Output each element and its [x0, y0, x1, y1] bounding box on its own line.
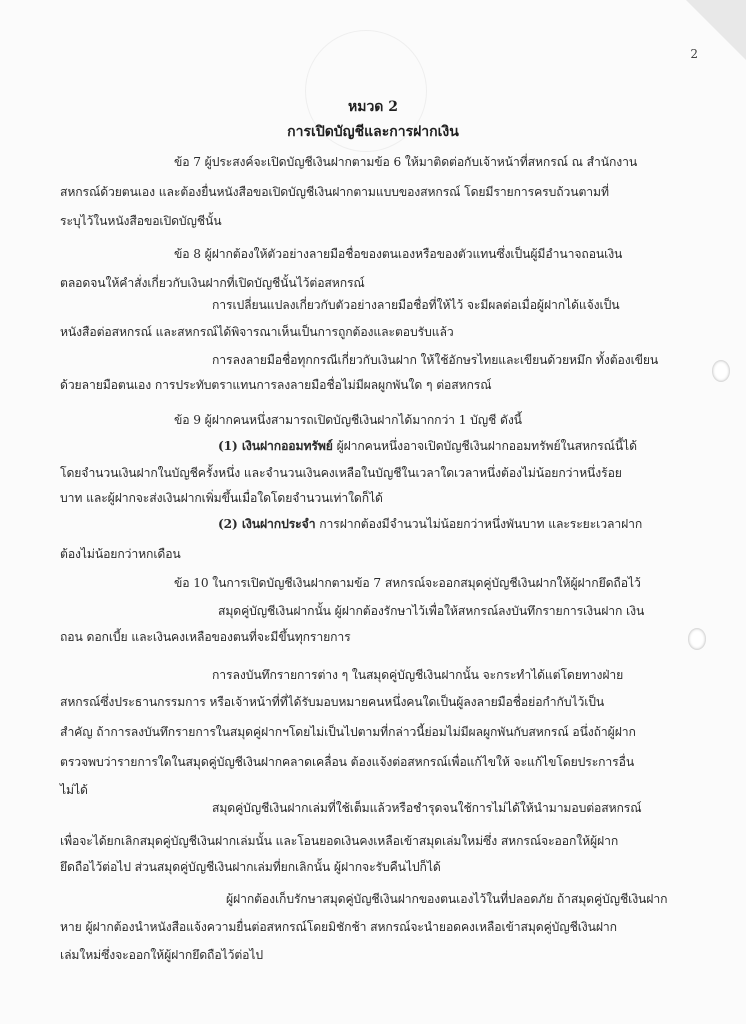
text-line: ผู้ฝากต้องเก็บรักษาสมุดคู่บัญชีเงินฝากของตนเองไว้ในที่ปลอดภัย ถ้าสมุดคู่บัญชีเงินฝาก	[226, 892, 668, 906]
text-line: การลงลายมือชื่อทุกกรณีเกี่ยวกับเงินฝาก ให้ใช้อักษรไทยและเขียนด้วยหมึก ทั้งต้องเขียน	[212, 353, 659, 367]
text-line: ด้วยลายมือตนเอง การประทับตราแทนการลงลายมือชื่อไม่มีผลผูกพันใด ๆ ต่อสหกรณ์	[60, 378, 492, 392]
fixed-deposit-label: (2) เงินฝากประจำ	[218, 517, 316, 531]
text-line: เล่มใหม่ซึ่งจะออกให้ผู้ฝากยึดถือไว้ต่อไป	[60, 948, 264, 962]
text-line: บาท และผู้ฝากจะส่งเงินฝากเพิ่มขึ้นเมื่อใดโดยจำนวนเท่าใดก็ได้	[60, 491, 383, 505]
text-line-with-label	[218, 437, 637, 456]
chapter-title: การเปิดบัญชีและการฝากเงิน	[287, 124, 459, 140]
text-line: สหกรณ์ซึ่งประธานกรรมการ หรือเจ้าหน้าที่ที่ได้รับมอบหมายคนหนึ่งคนใดเป็นผู้ลงลายมือชื่อย่อกำกับไว้เป็น	[60, 695, 605, 709]
text-line: ข้อ 8 ผู้ฝากต้องให้ตัวอย่างลายมือชื่อของตนเองหรือของตัวแทนซึ่งเป็นผู้มีอำนาจถอนเงิน	[174, 247, 623, 261]
text-line: ระบุไว้ในหนังสือขอเปิดบัญชีนั้น	[60, 214, 222, 228]
text-line-with-label	[218, 515, 642, 534]
text-line: เพื่อจะได้ยกเลิกสมุดคู่บัญชีเงินฝากเล่มนั้น และโอนยอดเงินคงเหลือเข้าสมุดเล่มใหม่ซึ่ง สหกรณ์จะออกให้ผู้ฝาก	[60, 834, 619, 848]
text-line: สหกรณ์ด้วยตนเอง และต้องยื่นหนังสือขอเปิดบัญชีเงินฝากตามแบบของสหกรณ์ โดยมีรายการครบถ้วนตามที่	[60, 185, 609, 199]
savings-label: (1) เงินฝากออมทรัพย์	[218, 439, 333, 453]
text-line: ไม่ได้	[60, 783, 88, 797]
text-line: หนังสือต่อสหกรณ์ และสหกรณ์ได้พิจารณาเห็นเป็นการถูกต้องและตอบรับแล้ว	[60, 325, 454, 339]
text-line: ข้อ 9 ผู้ฝากคนหนึ่งสามารถเปิดบัญชีเงินฝากได้มากกว่า 1 บัญชี ดังนี้	[174, 413, 522, 427]
text-line: สมุดคู่บัญชีเงินฝากเล่มที่ใช้เต็มแล้วหรือชำรุดจนใช้การไม่ได้ให้นำมามอบต่อสหกรณ์	[212, 801, 642, 815]
chapter-heading: หมวด 2	[347, 99, 399, 115]
text-line: หาย ผู้ฝากต้องนำหนังสือแจ้งความยื่นต่อสหกรณ์โดยมิชักช้า สหกรณ์จะนำยอดคงเหลือเข้าสมุดคู่บัญชีเงินฝาก	[60, 920, 617, 934]
page-number: 2	[690, 47, 698, 61]
text-line: การลงบันทึกรายการต่าง ๆ ในสมุดคู่บัญชีเงินฝากนั้น จะกระทำได้แต่โดยทางฝ่าย	[212, 668, 624, 682]
text-run: การฝากต้องมีจำนวนไม่น้อยกว่าหนึ่งพันบาท และระยะเวลาฝาก	[319, 517, 643, 531]
punch-hole	[712, 360, 730, 382]
text-line: สำคัญ ถ้าการลงบันทึกรายการในสมุดคู่ฝากฯโดยไม่เป็นไปตามที่กล่าวนี้ย่อมไม่มีผลผูกพันกับสหกรณ์ อนึ่งถ้าผู้ฝาก	[60, 725, 636, 739]
text-line: ตรวจพบว่ารายการใดในสมุดคู่บัญชีเงินฝากคลาดเคลื่อน ต้องแจ้งต่อสหกรณ์เพื่อแก้ไขให้ จะแก้ไขโดยประการอื่น	[60, 755, 635, 769]
text-line: โดยจำนวนเงินฝากในบัญชีครั้งหนึ่ง และจำนวนเงินคงเหลือในบัญชีในเวลาใดเวลาหนึ่งต้องไม่น้อยกว่าหนึ่งร้อย	[60, 466, 622, 480]
text-line: ข้อ 7 ผู้ประสงค์จะเปิดบัญชีเงินฝากตามข้อ 6 ให้มาติดต่อกับเจ้าหน้าที่สหกรณ์ ณ สำนักงาน	[174, 155, 638, 169]
text-line: ต้องไม่น้อยกว่าหกเดือน	[60, 547, 181, 561]
text-run: ผู้ฝากคนหนึ่งอาจเปิดบัญชีเงินฝากออมทรัพย์ในสหกรณ์นี้ได้	[336, 439, 637, 453]
text-line: ตลอดจนให้คำสั่งเกี่ยวกับเงินฝากที่เปิดบัญชีนั้นไว้ต่อสหกรณ์	[60, 276, 365, 290]
text-line: การเปลี่ยนแปลงเกี่ยวกับตัวอย่างลายมือชื่อที่ให้ไว้ จะมีผลต่อเมื่อผู้ฝากได้แจ้งเป็น	[212, 298, 620, 312]
text-line: ถอน ดอกเบี้ย และเงินคงเหลือของตนที่จะมีขึ้นทุกรายการ	[60, 630, 351, 644]
text-line: ยึดถือไว้ต่อไป ส่วนสมุดคู่บัญชีเงินฝากเล่มที่ยกเลิกนั้น ผู้ฝากจะรับคืนไปก็ได้	[60, 860, 441, 874]
text-line: สมุดคู่บัญชีเงินฝากนั้น ผู้ฝากต้องรักษาไว้เพื่อให้สหกรณ์ลงบันทึกรายการเงินฝาก เงิน	[218, 604, 645, 618]
punch-hole	[688, 628, 706, 650]
text-line: ข้อ 10 ในการเปิดบัญชีเงินฝากตามข้อ 7 สหกรณ์จะออกสมุดคู่บัญชีเงินฝากให้ผู้ฝากยึดถือไว้	[174, 576, 641, 590]
